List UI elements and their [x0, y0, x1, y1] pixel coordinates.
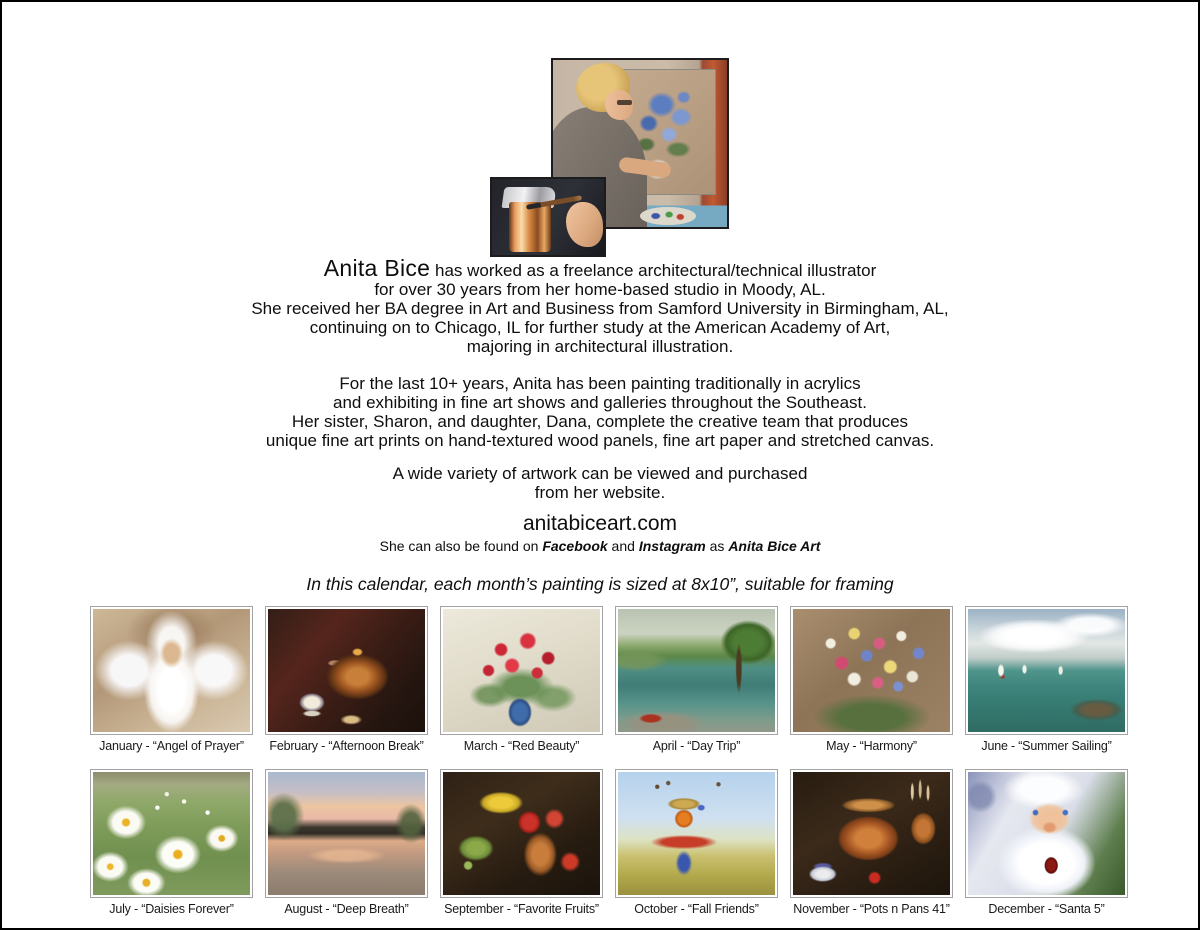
- bio-line: for over 30 years from her home-based studio in Moody, AL.: [374, 280, 826, 299]
- month-thumbnail-april: [615, 606, 778, 753]
- copper-pot-painting-photo: [490, 177, 606, 257]
- thumbnail-frame: [790, 606, 953, 735]
- month-caption: October - “Fall Friends”: [634, 902, 759, 916]
- artist-hand: [566, 202, 603, 248]
- social-and: and: [607, 538, 639, 554]
- painting-day-trip: [618, 609, 775, 732]
- painting-summer-sailing: [968, 609, 1125, 732]
- painting-fall-friends: [618, 772, 775, 895]
- month-caption: February - “Afternoon Break”: [269, 739, 424, 753]
- bio-line: majoring in architectural illustration.: [466, 337, 734, 356]
- thumbnail-row-1: [90, 606, 1128, 753]
- month-caption: January - “Angel of Prayer”: [99, 739, 244, 753]
- painting-harmony: [793, 609, 950, 732]
- month-thumbnail-december: [965, 769, 1128, 916]
- month-thumbnail-january: [90, 606, 253, 753]
- thumbnail-frame: [615, 606, 778, 735]
- calendar-note: In this calendar, each month’s painting is sized at 8x10”, suitable for framing: [306, 574, 894, 594]
- website-url: anitabiceart.com: [522, 512, 678, 535]
- thumbnail-frame: [90, 769, 253, 898]
- bio-line-text: has worked as a freelance architectural/technical illustrator: [430, 261, 877, 280]
- month-thumbnail-november: [790, 769, 953, 916]
- bio-line: For the last 10+ years, Anita has been painting traditionally in acrylics: [339, 374, 861, 393]
- thumbnail-frame: [440, 606, 603, 735]
- thumbnail-frame: [90, 606, 253, 735]
- thumbnail-frame: [265, 606, 428, 735]
- instagram-label: Instagram: [638, 538, 706, 554]
- month-thumbnail-february: [265, 606, 428, 753]
- painting-angel-of-prayer: [93, 609, 250, 732]
- facebook-label: Facebook: [542, 538, 608, 554]
- bio-line: and exhibiting in fine art shows and galleries throughout the Southeast.: [333, 393, 867, 412]
- bio-line: A wide variety of artwork can be viewed and purchased: [392, 464, 808, 483]
- thumbnail-frame: [790, 769, 953, 898]
- bio-line: continuing on to Chicago, IL for further study at the American Academy of Art,: [309, 318, 891, 337]
- painting-deep-breath: [268, 772, 425, 895]
- bio-paragraph-1: [2, 255, 1198, 356]
- paint-palette: [640, 207, 696, 225]
- thumbnail-frame: [965, 769, 1128, 898]
- month-thumbnail-june: [965, 606, 1128, 753]
- painting-red-beauty: [443, 609, 600, 732]
- month-caption: June - “Summer Sailing”: [981, 739, 1112, 753]
- artist-name: Anita Bice: [323, 255, 431, 281]
- month-caption: August - “Deep Breath”: [284, 902, 409, 916]
- month-caption: March - “Red Beauty”: [463, 739, 580, 753]
- painting-daisies-forever: [93, 772, 250, 895]
- artist-face: [605, 90, 633, 120]
- social-prefix: She can also be found on: [379, 538, 543, 554]
- month-caption: July - “Daisies Forever”: [109, 902, 234, 916]
- month-thumbnail-march: [440, 606, 603, 753]
- month-caption: May - “Harmony”: [826, 739, 917, 753]
- thumbnail-row-2: [90, 769, 1128, 916]
- painting-favorite-fruits: [443, 772, 600, 895]
- bio-line: [2, 255, 1198, 281]
- month-caption: September - “Favorite Fruits”: [444, 902, 599, 916]
- artist-glasses: [617, 100, 633, 105]
- bio-paragraph-2: [2, 374, 1198, 450]
- copper-bucket: [509, 202, 552, 252]
- bio-line: Her sister, Sharon, and daughter, Dana, complete the creative team that produces: [291, 412, 909, 431]
- month-thumbnail-july: [90, 769, 253, 916]
- social-media-line: [2, 538, 1198, 554]
- painting-pots-n-pans-41: [793, 772, 950, 895]
- month-thumbnail-september: [440, 769, 603, 916]
- thumbnail-frame: [265, 769, 428, 898]
- painting-afternoon-break: [268, 609, 425, 732]
- month-thumbnail-august: [265, 769, 428, 916]
- thumbnail-frame: [965, 606, 1128, 735]
- month-thumbnail-may: [790, 606, 953, 753]
- painting-santa-5: [968, 772, 1125, 895]
- bio-paragraph-3: [2, 464, 1198, 502]
- month-caption: April - “Day Trip”: [652, 739, 741, 753]
- month-caption: November - “Pots n Pans 41”: [793, 902, 950, 916]
- thumbnail-frame: [615, 769, 778, 898]
- month-caption: December - “Santa 5”: [988, 902, 1105, 916]
- month-thumbnail-october: [615, 769, 778, 916]
- social-account-name: Anita Bice Art: [728, 538, 821, 554]
- thumbnail-frame: [440, 769, 603, 898]
- bio-line: She received her BA degree in Art and Business from Samford University in Birmingham, AL,: [251, 299, 949, 318]
- bio-line: from her website.: [534, 483, 666, 502]
- bio-line: unique fine art prints on hand-textured wood panels, fine art paper and stretched canvas.: [265, 431, 935, 450]
- social-as: as: [705, 538, 729, 554]
